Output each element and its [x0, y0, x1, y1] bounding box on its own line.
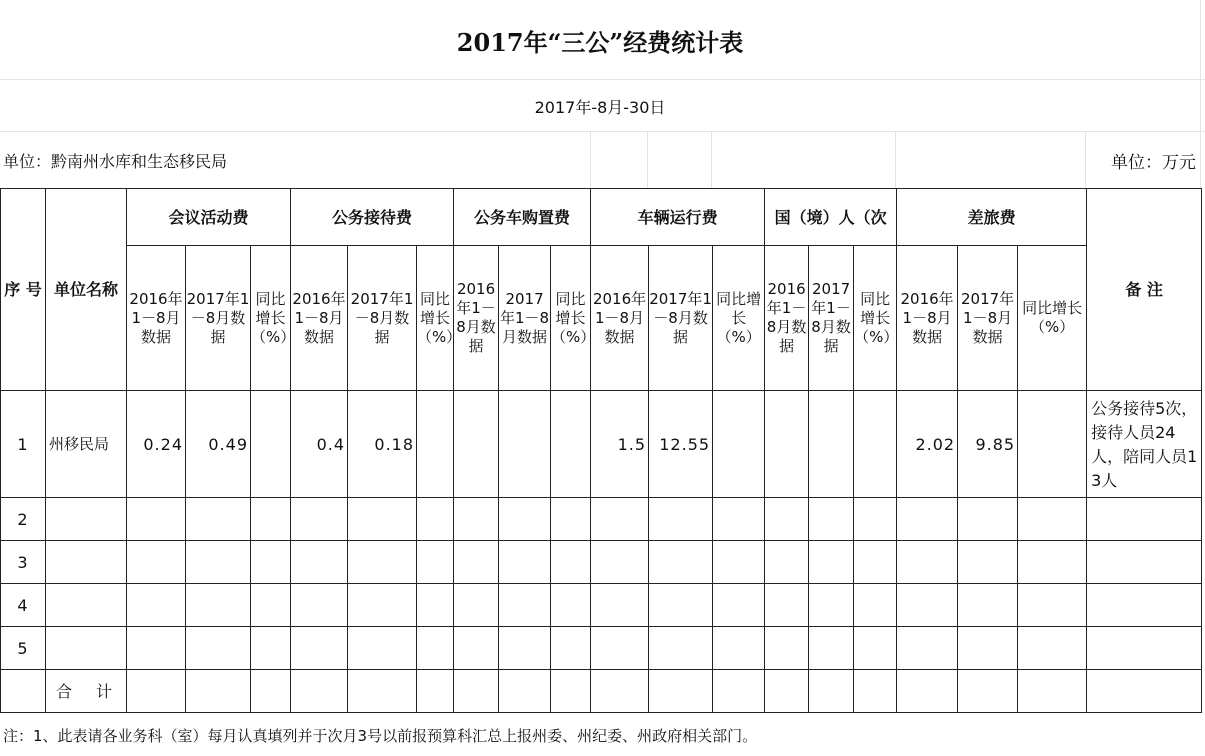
data-cell — [649, 627, 713, 670]
table-row — [1, 584, 1202, 627]
row-seq: 5 — [1, 627, 46, 670]
data-cell — [127, 627, 186, 670]
data-cell — [251, 584, 291, 627]
sub-header: 2017年1－8月数据 — [499, 246, 551, 391]
sub-header: 同比增长（%） — [854, 246, 897, 391]
sub-header: 2017年1－8月数据 — [186, 246, 251, 391]
data-cell: 1.5 — [591, 391, 649, 498]
row-seq: 4 — [1, 584, 46, 627]
data-cell — [809, 391, 854, 498]
data-cell — [251, 541, 291, 584]
sub-header: 2016年1－8月数据 — [291, 246, 348, 391]
organization-label: 单位：黔南州水库和生态移民局 — [3, 151, 228, 171]
data-cell — [713, 670, 765, 713]
footnote: 注：1、此表请各业务科（室）每月认真填列并于次月3号以前报预算科汇总上报州委、州纪委、州政府相关部门。 — [3, 726, 758, 745]
sub-header: 同比增长（%） — [1018, 246, 1087, 391]
total-row — [1, 670, 1202, 713]
travel-expense-header: 差旅费 — [897, 189, 1087, 246]
data-cell — [186, 670, 251, 713]
row-seq: 1 — [1, 391, 46, 498]
data-cell — [251, 498, 291, 541]
sub-header: 同比增长（%） — [713, 246, 765, 391]
data-cell — [348, 498, 417, 541]
data-cell — [499, 391, 551, 498]
grid-line — [1200, 0, 1201, 188]
sub-header: 2017年1－8月数据 — [958, 246, 1018, 391]
data-cell — [499, 498, 551, 541]
row-unit-name: 州移民局 — [46, 391, 127, 498]
data-cell — [649, 498, 713, 541]
data-cell — [454, 391, 499, 498]
sub-header: 2016年1－8月数据 — [765, 246, 809, 391]
data-cell — [186, 541, 251, 584]
row-seq — [1, 670, 46, 713]
meeting-expense-header: 会议活动费 — [127, 189, 291, 246]
data-cell — [765, 391, 809, 498]
data-cell — [454, 498, 499, 541]
data-cell — [649, 541, 713, 584]
data-cell — [127, 541, 186, 584]
unit-name-header: 单位名称 — [46, 189, 127, 391]
grid-line — [1085, 132, 1086, 188]
data-cell — [809, 670, 854, 713]
data-cell — [551, 391, 591, 498]
data-cell — [454, 627, 499, 670]
sub-header: 同比增长（%） — [551, 246, 591, 391]
grid-line — [590, 132, 591, 188]
data-cell — [348, 627, 417, 670]
data-cell — [127, 498, 186, 541]
data-cell — [854, 584, 897, 627]
data-cell — [591, 584, 649, 627]
data-cell — [417, 541, 454, 584]
data-cell — [958, 584, 1018, 627]
vehicle-purchase-header: 公务车购置费 — [454, 189, 591, 246]
data-cell — [1018, 541, 1087, 584]
row-remark — [1087, 498, 1202, 541]
data-cell — [854, 627, 897, 670]
table-row — [1, 498, 1202, 541]
data-cell — [897, 627, 958, 670]
data-cell — [649, 584, 713, 627]
sub-header: 2017年1－8月数据 — [649, 246, 713, 391]
data-cell — [551, 541, 591, 584]
data-cell — [591, 541, 649, 584]
page-title: 2017年“三公”经费统计表 — [456, 27, 744, 57]
data-cell — [1018, 584, 1087, 627]
data-cell — [1018, 670, 1087, 713]
data-cell — [551, 498, 591, 541]
data-cell — [417, 670, 454, 713]
data-cell — [713, 391, 765, 498]
data-cell — [251, 391, 291, 498]
reception-expense-header: 公务接待费 — [291, 189, 454, 246]
data-cell — [454, 541, 499, 584]
data-cell — [897, 584, 958, 627]
data-cell — [499, 541, 551, 584]
data-cell — [854, 391, 897, 498]
row-unit-name — [46, 498, 127, 541]
sub-header: 2017年1－8月数据 — [809, 246, 854, 391]
data-cell — [765, 584, 809, 627]
data-cell: 9.85 — [958, 391, 1018, 498]
data-cell: 0.18 — [348, 391, 417, 498]
grid-line — [647, 132, 648, 188]
data-cell — [713, 541, 765, 584]
data-cell — [591, 498, 649, 541]
data-cell — [591, 627, 649, 670]
sub-header: 2016年1－8月数据 — [454, 246, 499, 391]
total-label: 合 计 — [46, 670, 127, 713]
data-cell: 0.4 — [291, 391, 348, 498]
data-cell — [1018, 627, 1087, 670]
row-remark: 公务接待5次，接待人员24人，陪同人员13人 — [1087, 391, 1202, 498]
sub-header: 同比增长（%） — [251, 246, 291, 391]
data-cell — [454, 670, 499, 713]
data-cell — [127, 670, 186, 713]
sub-header: 2016年1－8月数据 — [897, 246, 958, 391]
data-cell — [765, 670, 809, 713]
data-cell — [499, 670, 551, 713]
data-cell — [551, 670, 591, 713]
sub-header: 2016年1－8月数据 — [127, 246, 186, 391]
data-cell — [809, 541, 854, 584]
data-cell — [291, 541, 348, 584]
table-row — [1, 627, 1202, 670]
data-cell — [291, 498, 348, 541]
data-cell — [591, 670, 649, 713]
data-cell — [348, 670, 417, 713]
data-cell — [186, 627, 251, 670]
data-cell — [713, 584, 765, 627]
data-cell — [417, 391, 454, 498]
grid-line — [711, 132, 712, 188]
data-cell — [1018, 498, 1087, 541]
data-cell — [499, 627, 551, 670]
report-date: 2017年-8月-30日 — [534, 97, 666, 117]
sub-header: 2016年1－8月数据 — [591, 246, 649, 391]
expense-table — [0, 188, 1202, 713]
data-cell — [417, 584, 454, 627]
sub-header: 同比增长（%） — [417, 246, 454, 391]
row-unit-name — [46, 541, 127, 584]
data-cell — [127, 584, 186, 627]
row-seq: 2 — [1, 498, 46, 541]
row-remark — [1087, 670, 1202, 713]
row-remark — [1087, 584, 1202, 627]
table-row — [1, 541, 1202, 584]
currency-unit-label: 单位：万元 — [1111, 152, 1196, 173]
grid-line — [895, 132, 896, 188]
seq-header: 序 号 — [1, 189, 46, 391]
data-cell — [551, 584, 591, 627]
data-cell — [251, 670, 291, 713]
data-cell — [186, 584, 251, 627]
data-cell — [713, 627, 765, 670]
data-cell — [348, 584, 417, 627]
data-cell — [958, 627, 1018, 670]
data-cell — [499, 584, 551, 627]
data-cell — [809, 584, 854, 627]
data-cell — [551, 627, 591, 670]
data-cell — [417, 498, 454, 541]
data-cell: 12.55 — [649, 391, 713, 498]
data-cell — [854, 670, 897, 713]
data-cell — [291, 627, 348, 670]
row-unit-name — [46, 627, 127, 670]
data-cell — [854, 498, 897, 541]
data-cell — [417, 627, 454, 670]
data-cell — [765, 627, 809, 670]
data-cell — [958, 670, 1018, 713]
data-cell — [251, 627, 291, 670]
data-cell: 0.24 — [127, 391, 186, 498]
row-seq: 3 — [1, 541, 46, 584]
data-cell — [291, 584, 348, 627]
data-cell — [958, 498, 1018, 541]
row-unit-name — [46, 584, 127, 627]
data-cell: 0.49 — [186, 391, 251, 498]
overseas-trip-header: 国（境）人（次 — [765, 189, 897, 246]
data-cell — [454, 584, 499, 627]
row-remark — [1087, 627, 1202, 670]
data-cell — [809, 498, 854, 541]
data-cell — [809, 627, 854, 670]
data-cell — [897, 670, 958, 713]
data-cell — [897, 541, 958, 584]
data-cell: 2.02 — [897, 391, 958, 498]
data-cell — [765, 498, 809, 541]
data-cell — [854, 541, 897, 584]
data-cell — [897, 498, 958, 541]
data-cell — [958, 541, 1018, 584]
table-row — [1, 391, 1202, 498]
data-cell — [291, 670, 348, 713]
sub-header: 2017年1－8月数据 — [348, 246, 417, 391]
remark-header: 备 注 — [1087, 189, 1202, 391]
row-remark — [1087, 541, 1202, 584]
data-cell — [765, 541, 809, 584]
vehicle-operation-header: 车辆运行费 — [591, 189, 765, 246]
data-cell — [713, 498, 765, 541]
data-cell — [649, 670, 713, 713]
data-cell — [186, 498, 251, 541]
data-cell — [348, 541, 417, 584]
data-cell — [1018, 391, 1087, 498]
